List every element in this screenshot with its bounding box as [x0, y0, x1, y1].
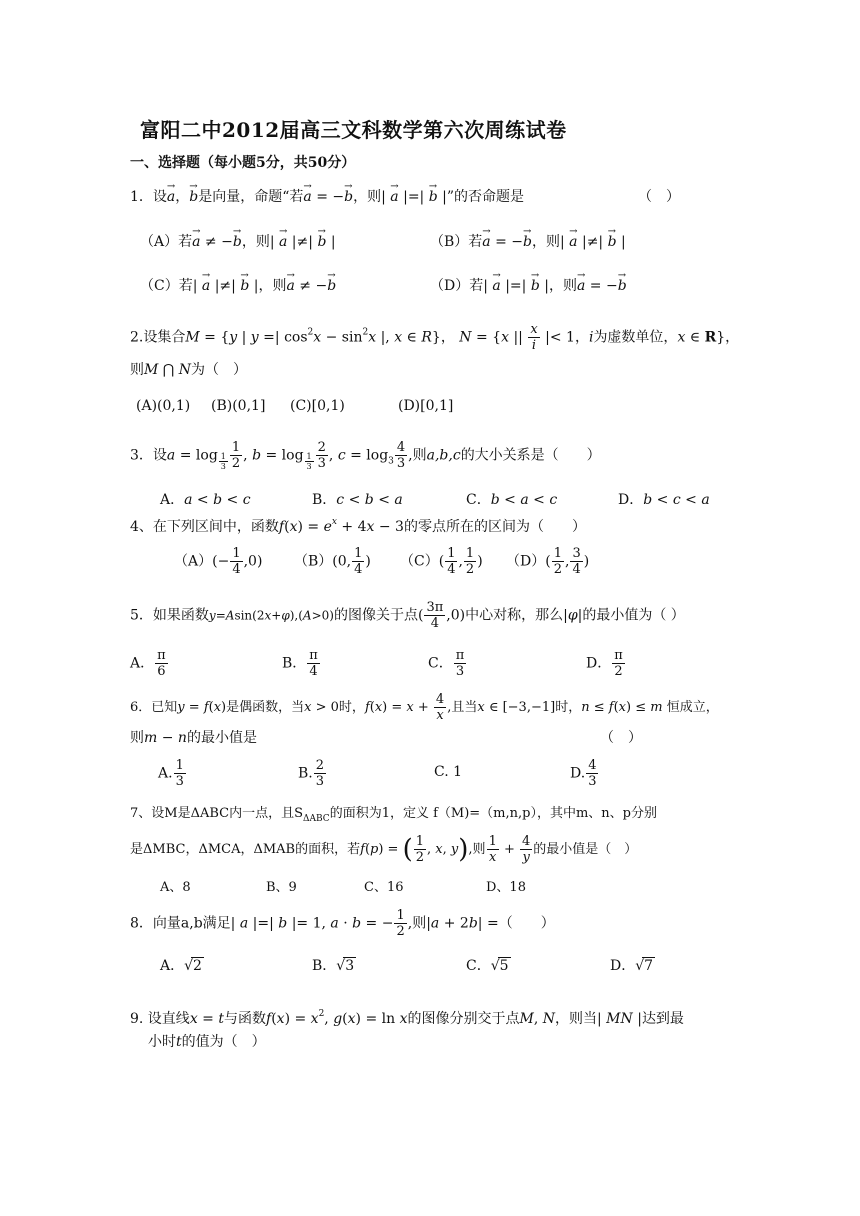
question-2-cont: 则M ⋂ N为（ ） [130, 362, 247, 378]
q5-option-a: A． $\frac{\pi}{6}$ [130, 648, 166, 679]
q1-option-c: （C）若| → a |≠| → b |，则→ a ≠ −→ b [140, 276, 336, 296]
q2-option-c: (C)[0,1) [290, 398, 345, 414]
question-5: 5．如果函数y=Asin(2x+φ),(A>0)的图像关于点( $\frac{3\pi}{4}$ ,0)中心对称，那么|φ|的最小值为（ ） [130, 600, 685, 631]
page-title: 富阳二中2012届高三文科数学第六次周练试卷 [140, 118, 567, 142]
q8-option-a: A．√2 [160, 958, 202, 974]
q4-option-d: （D）( $\frac{1}{2}$ , $\frac{3}{4}$ ) [506, 546, 590, 577]
question-8: 8．向量a,b满足| a |=| b |= 1, a · b = − $\frac{1}{2}$ ,则|a + 2b| =（ ） [130, 908, 555, 939]
question-4: 4、在下列区间中，函数$f(x) = e^x + 4x - 3$的零点所在的区间为（ ） [130, 517, 586, 535]
q5-option-b: B． $\frac{\pi}{4}$ [282, 648, 318, 679]
question-2: 2.设集合M = {y | y =| $\cos^2x - \sin^2x$ |, x ∈ R}， N = {x || $\frac{x}{i}$ |< 1，i为虚数单位，x ∈ R}， [130, 322, 740, 353]
q4-option-a: （A）(− $\frac{1}{4}$ ,0) [174, 546, 263, 577]
q8-option-d: D．√7 [610, 958, 654, 974]
q2-option-a: (A)(0,1) [136, 398, 191, 414]
q5-option-d: D． $\frac{\pi}{2}$ [586, 648, 623, 679]
q8-option-b: B．√3 [312, 958, 355, 974]
question-1-bracket: （ ） [638, 189, 680, 205]
question-9: 9. 设直线x = t与函数$f(x) = x^2$, g(x) = ln x的图像分别交于点M, N，则当| MN |达到最 [130, 1009, 684, 1027]
q1-option-d: （D）若| → a |=| → b |，则→ a = −→ b [430, 276, 627, 296]
q2-option-b: (B)(0,1] [211, 398, 266, 414]
question-6-cont: 则m − n的最小值是 [130, 730, 257, 746]
question-1: 1．设→ a，→ b是向量，命题“若→ a = −→ b，则| → a |=| → b |”的否命题是 [130, 187, 524, 207]
q7-option-a: A、8 [160, 880, 191, 895]
question-7-cont: 是ΔMBC，ΔMCA，ΔMAB的面积，若f(p) = ( $\frac{1}{2}$ , x, y),则 $\frac{1}{x}$ + $\frac{4}{y}$ 的最小值是（ ） [130, 834, 638, 865]
q3-option-d: D．b < c < a [618, 492, 710, 508]
q6-option-b: B. $\frac{2}{3}$ [298, 758, 325, 789]
question-3: 3．设a = log $_{\frac{1}{3}}$ $\frac{1}{2}$ , b = log $_{\frac{1}{3}}$ $\frac{2}{3}$ , $c = \log_3$ $\frac{4}{3}$ ,则a,b,c的大小关系是（ ） [130, 440, 601, 471]
q6-option-d: D. $\frac{4}{3}$ [570, 758, 597, 789]
section-heading: 一、选择题（每小题5分，共50分） [130, 155, 356, 171]
q1-option-b: （B）若→ a = −→ b，则| → a |≠| → b | [430, 232, 626, 252]
question-6-bracket: （ ） [600, 730, 642, 746]
question-7: 7、设M是ΔABC内一点，且$S_{\Delta ABC}$的面积为1，定义 f（M)=（m,n,p），其中m、n、p分别 [130, 806, 657, 824]
q1-option-a: （A）若→ a ≠ −→ b，则| → a |≠| → b | [140, 232, 336, 252]
q5-option-c: C． $\frac{\pi}{3}$ [428, 648, 465, 679]
question-6: 6．已知y = f(x)是偶函数，当x > 0时，f(x) = x + $\frac{4}{x}$ ,且当x ∈ [−3,−1]时，n ≤ f(x) ≤ m 恒成立， [130, 692, 719, 723]
q3-option-a: A．a < b < c [160, 492, 251, 508]
q4-option-c: （C）( $\frac{1}{4}$ , $\frac{1}{2}$ ) [400, 546, 483, 577]
q6-option-a: A. $\frac{1}{3}$ [158, 758, 184, 789]
q2-option-d: (D)[0,1] [398, 398, 454, 414]
question-9-cont: 小时t的值为（ ） [148, 1034, 266, 1050]
q7-option-d: D、18 [486, 880, 526, 895]
q3-option-b: B．c < b < a [312, 492, 403, 508]
q8-option-c: C．√5 [466, 958, 509, 974]
q3-option-c: C．b < a < c [466, 492, 558, 508]
q7-option-b: B、9 [266, 880, 297, 895]
q4-option-b: （B）(0, $\frac{1}{4}$ ) [294, 546, 371, 577]
q6-option-c: C. 1 [434, 764, 463, 780]
q7-option-c: C、16 [364, 880, 404, 895]
